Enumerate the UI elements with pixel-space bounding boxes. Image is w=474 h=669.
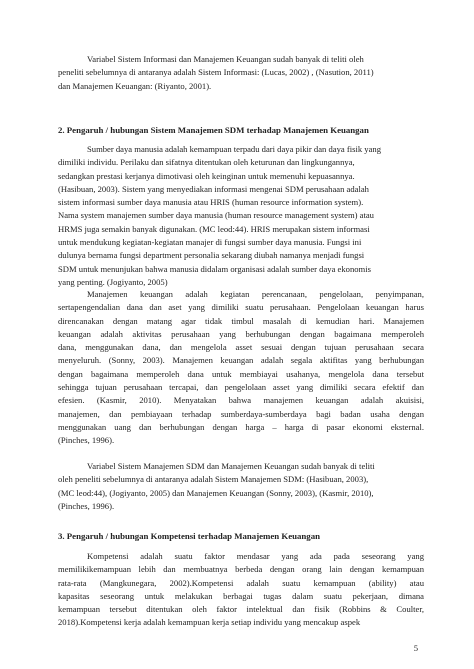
paragraph-line: rata-rata (Mangkunegara, 2002).Kompetensi adalah suatu kemampuan (ability) atau [58, 577, 424, 588]
paragraph-line: efesien. (Kasmir, 2010). Menyatakan bahwa manajemen keuangan adalah akuisisi, [58, 395, 424, 406]
paragraph-line: Kompetensi adalah suatu faktor mendasar yang ada pada seseorang yang [87, 551, 424, 561]
paragraph-line: keuangan adalah aktivitas perusahaan yang berhubungan dengan bagaimana memperoleh [58, 328, 424, 339]
paragraph-line: untuk mendukung kegiatan-kegiatan manajer di fungsi sumber daya manusia. Fungsi ini [58, 237, 362, 248]
paragraph-line: Variabel Sistem Informasi dan Manajemen Keuangan sudah banyak di teliti oleh [87, 54, 364, 64]
paragraph-line: (Pinches, 1996). [58, 500, 115, 511]
paragraph-sumber-daya-manusia [58, 143, 424, 289]
paragraph-line: dana, menggunakan dana, dan mengelola asset sesuai dengan tujuan perusahaan secara [58, 342, 424, 353]
section-heading-2: 2. Pengaruh / hubungan Sistem Manajemen SDM terhadap Manajemen Keuangan [58, 125, 369, 135]
paragraph-line: kapasitas seseorang untuk melakukan berbagai tugas dalam suatu pekerjaan, dimana [58, 590, 424, 601]
paragraph-line: Nama system manajemen sumber daya manusia (human resource management system) atau [58, 210, 374, 221]
paragraph-line: dan Manajemen Keuangan: (Riyanto, 2001). [58, 80, 212, 91]
paragraph-line: Sumber daya manusia adalah kemampuan terpadu dari daya pikir dan daya fisik yang [87, 144, 381, 154]
paragraph-line: menyeluruh. (Sonny, 2003). Manajemen keuangan adalah segala aktifitas yang berhubungan [58, 355, 424, 366]
paragraph-line: menggunakan uang dan berhubungan dengan harga – harga di pasar ekonomi eksternal. [58, 421, 424, 432]
paragraph-line: (MC leod:44), (Jogiyanto, 2005) dan Manajemen Keuangan (Sonny, 2003), (Kasmir, 2010), [58, 487, 374, 498]
paragraph-line: HRMS juga semakin banyak digunakan. (MC leod:44). HRIS merupakan sistem informasi [58, 223, 370, 234]
paragraph-line: kemampuan tersebut ditentukan oleh faktor intelektual dan fisik (Robbins & Coulter, [58, 604, 424, 615]
section-heading-3: 3. Pengaruh / hubungan Kompetensi terhadap Manajemen Keuangan [58, 531, 320, 541]
paragraph-line: sehingga tujuan perusahaan tercapai, dan pengelolaan asset yang dimiliki secara efektif dan [58, 382, 424, 393]
paragraph-line: dengan bagaimana memperoleh dana untuk membiayai usahanya, mengelola dana tersebut [58, 368, 424, 379]
paragraph-line: Manajemen keuangan adalah kegiatan perencanaan, pengelolaan, penyimpanan, [87, 289, 424, 299]
paragraph-line: memilikikemampuan lebih dan membuatnya berbeda dengan orang lain dengan kemampuan [58, 564, 424, 575]
paragraph-line: yang penting. (Jogiyanto, 2005) [58, 276, 168, 287]
paragraph-line: (Hasibuan, 2003). Sistem yang menyediakan informasi mengenai SDM perusahaan adalah [58, 183, 369, 194]
paragraph-line: 2018).Kompetensi kerja adalah kemampuan kerja setiap individu yang mencakup aspek [58, 617, 361, 628]
paragraph-line: peneliti sebelumnya di antaranya adalah Sistem Informasi: (Lucas, 2002) , (Nasution, 2011) [58, 67, 374, 78]
paragraph-line: sedangkan prestasi kerjanya dimotivasi oleh keinginan untuk memenuhi kepuasannya. [58, 170, 355, 181]
paragraph-line: dimiliki individu. Perilaku dan sifatnya ditentukan oleh keturunan dan lingkungannya, [58, 157, 355, 168]
page-number: 5 [413, 643, 418, 653]
paragraph-line: dulunya bernama fungsi department personalia sekarang diubah namanya menjadi fungsi [58, 250, 365, 261]
paragraph-kompetensi [58, 550, 424, 630]
paragraph-line: manajemen, dan pembiayaan terhadap sumberdaya-sumberdaya bagi badan usaha dengan [58, 408, 424, 419]
paragraph-line: (Pinches, 1996). [58, 435, 115, 446]
paragraph-line: oleh peneliti sebelumnya di antaranya adalah Sistem Manajemen SDM: (Hasibuan, 2003), [58, 474, 369, 485]
paragraph-line: sertapengendalian dana dan aset yang dimiliki suatu perusahaan. Pengelolaan keuangan harus [58, 302, 424, 313]
paragraph-variabel-sistem-informasi [58, 53, 424, 93]
paragraph-line: direncanakan dengan matang agar tidak timbul masalah di kemudian hari. Manajemen [58, 315, 424, 326]
paragraph-manajemen-keuangan [58, 288, 424, 448]
paragraph-variabel-sistem-manajemen-sdm [58, 460, 424, 513]
paragraph-line: Variabel Sistem Manajemen SDM dan Manajemen Keuangan sudah banyak di teliti [87, 461, 375, 471]
paragraph-line: sistem informasi sumber daya manusia atau HRIS (human resource information system). [58, 197, 364, 208]
paragraph-line: SDM untuk menunjukan bahwa manusia didalam organisasi adalah sumber daya ekonomis [58, 263, 371, 274]
